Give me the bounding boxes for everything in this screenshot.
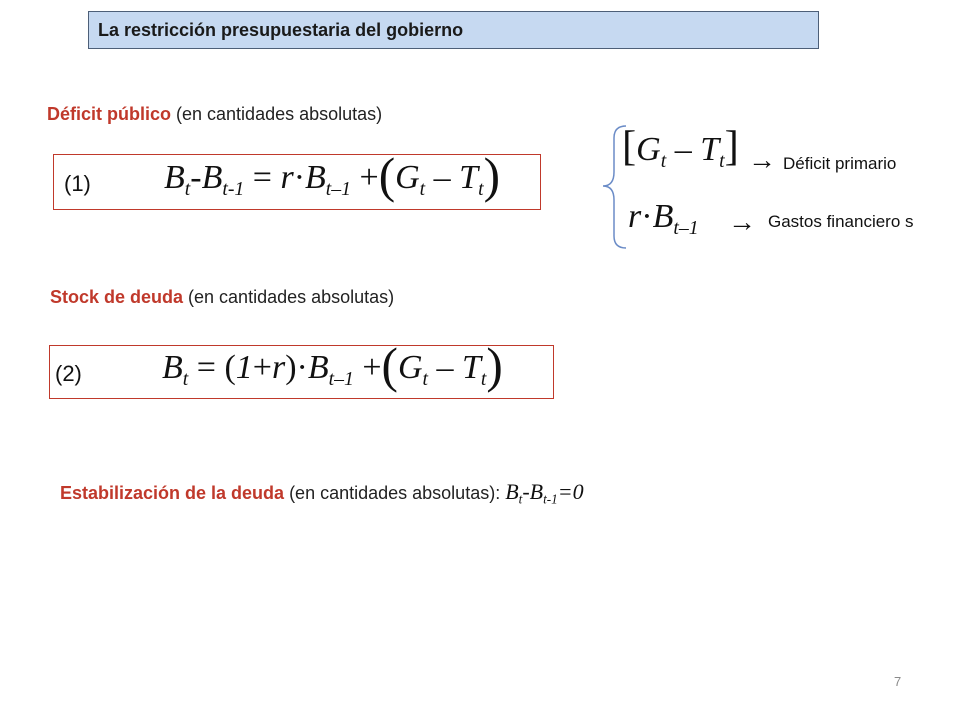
slide-title: La restricción presupuestaria del gobierno — [98, 20, 464, 40]
equation-1-box — [53, 147, 541, 210]
heading-deficit — [47, 104, 382, 125]
heading-stabilization — [60, 479, 584, 505]
heading-debt-stock-highlight: Stock de deuda — [50, 287, 184, 307]
financial-expenses-expression: $r\cdot B_{t-1}$ — [628, 198, 699, 239]
title-bar — [88, 11, 819, 49]
equation-2-box — [49, 337, 554, 399]
heading-stabilization-highlight: Estabilización de la deuda — [60, 483, 285, 503]
equation-1-label: (1) — [64, 171, 91, 196]
heading-deficit-rest: (en cantidades absolutas) — [171, 104, 383, 124]
heading-deficit-highlight: Déficit público — [47, 104, 172, 124]
arrow-icon-financial: → — [728, 207, 756, 238]
equation-1: $B_t-B_{t-1} = r\cdot B_{t-1} +(G_t - T_t)$ — [164, 147, 500, 203]
primary-deficit-expression: $[G_t - T_t]$ — [622, 123, 739, 172]
heading-debt-stock-rest: (en cantidades absolutas) — [183, 287, 395, 307]
heading-stabilization-rest: (en cantidades absolutas): — [284, 483, 506, 503]
heading-debt-stock — [50, 287, 394, 308]
label-financial-expenses: Gastos financiero s — [768, 212, 914, 231]
equation-2: $B_t = (1+r)\cdot B_{t-1} +(G_t - T_t)$ — [162, 337, 503, 393]
equation-2-label: (2) — [55, 361, 82, 386]
label-primary-deficit: Déficit primario — [783, 154, 897, 173]
stabilization-equation: $B_t-B_{t-1}=0$ — [505, 479, 584, 507]
arrow-icon-primary: → — [748, 145, 776, 176]
page-number: 7 — [894, 674, 902, 689]
